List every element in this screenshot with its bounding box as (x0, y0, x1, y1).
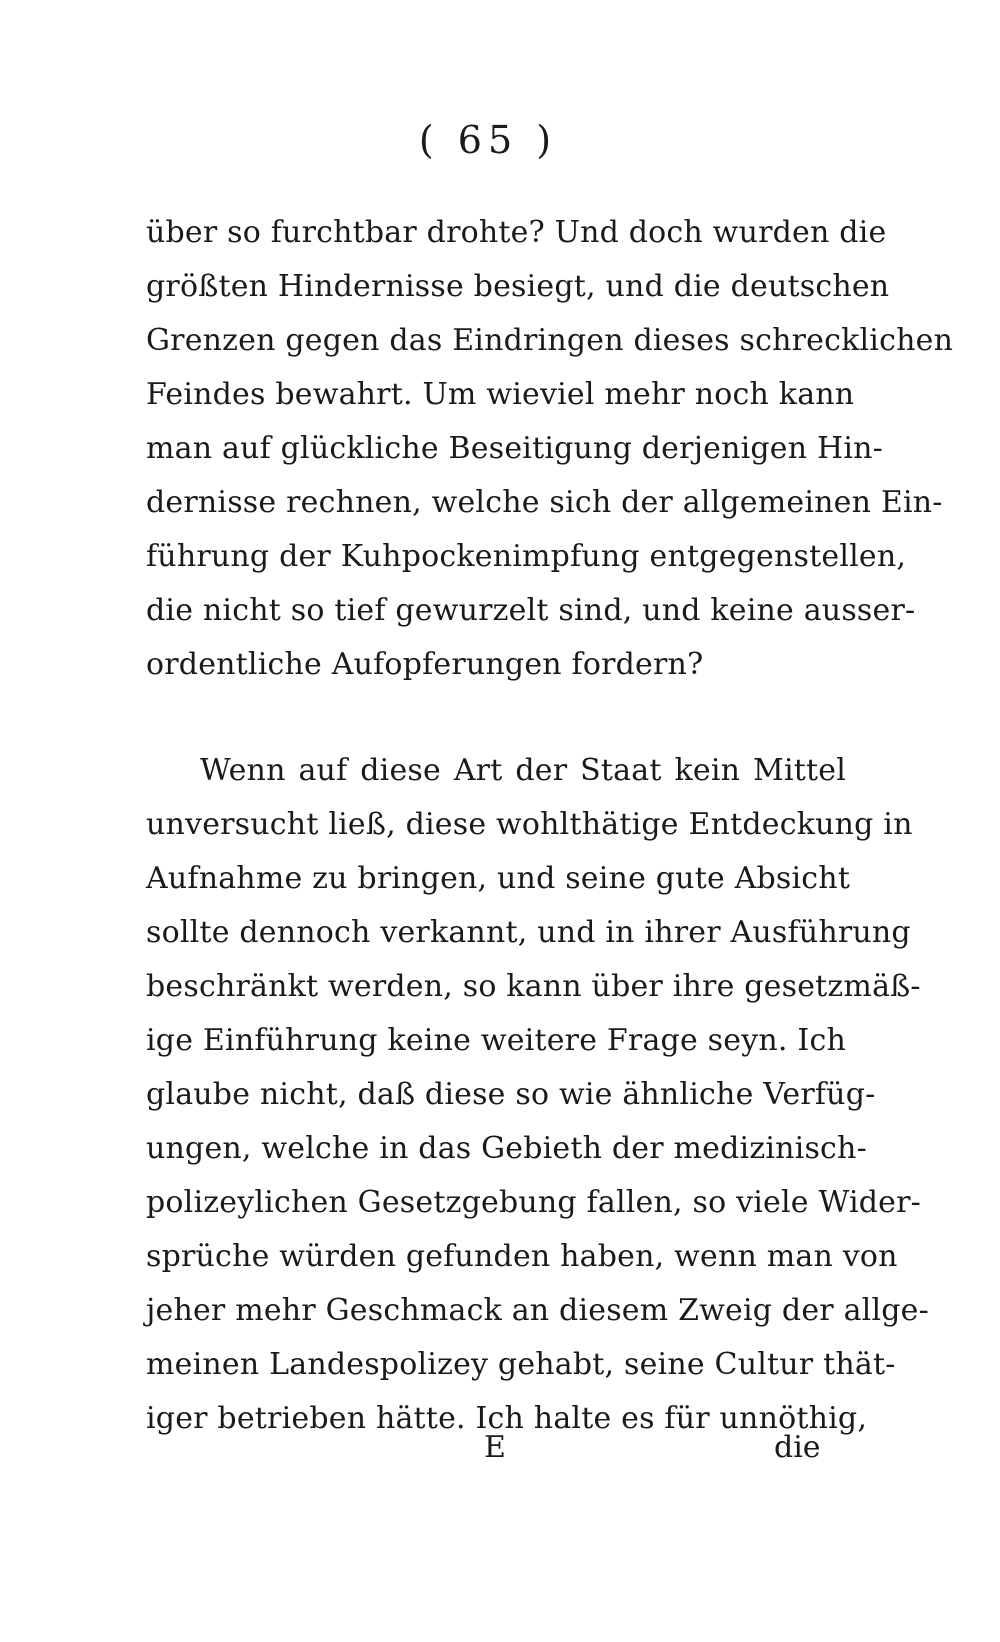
text-line: glaube nicht, daß diese so wie ähnliche Verfüg- (146, 1077, 876, 1112)
text-line: beschränkt werden, so kann über ihre gesetzmäß- (146, 969, 921, 1004)
text-line: ordentliche Aufopferungen fordern? (146, 647, 704, 682)
text-line: sollte dennoch verkannt, und in ihrer Ausführung (146, 915, 911, 950)
text-line: Feindes bewahrt. Um wieviel mehr noch kann (146, 377, 855, 412)
text-line: iger betrieben hätte. Ich halte es für unnöthig, (146, 1401, 868, 1436)
text-line: die nicht so tief gewurzelt sind, und keine ausser- (146, 593, 916, 628)
page-footer (0, 1430, 1000, 1480)
text-line: ungen, welche in das Gebieth der medizinisch- (146, 1131, 867, 1166)
page-number: ( 65 ) (418, 118, 558, 162)
paragraph-2 (146, 744, 929, 1446)
text-line: führung der Kuhpockenimpfung entgegenstellen, (146, 539, 907, 574)
text-line: meinen Landespolizey gehabt, seine Cultur thät- (146, 1347, 896, 1382)
text-line: polizeylichen Gesetzgebung fallen, so viele Wider- (146, 1185, 921, 1220)
text-line: Wenn auf diese Art der Staat kein Mittel (200, 753, 846, 788)
text-line: jeher mehr Geschmack an diesem Zweig der allge- (146, 1293, 929, 1328)
text-line: sprüche würden gefunden haben, wenn man von (146, 1239, 898, 1274)
text-line: man auf glückliche Beseitigung derjenigen Hin- (146, 431, 884, 466)
text-line: Grenzen gegen das Eindringen dieses schrecklichen (146, 323, 954, 358)
text-line: größten Hindernisse besiegt, und die deutschen (146, 269, 890, 304)
text-line: dernisse rechnen, welche sich der allgemeinen Ein- (146, 485, 943, 520)
catchword: die (774, 1430, 821, 1465)
text-line: unversucht ließ, diese wohlthätige Entdeckung in (146, 807, 913, 842)
paragraph-1 (146, 206, 954, 692)
text-line: ige Einführung keine weitere Frage seyn. Ich (146, 1023, 846, 1058)
text-line: Aufnahme zu bringen, und seine gute Absicht (146, 861, 851, 896)
text-line: über so furchtbar drohte? Und doch wurden die (146, 215, 887, 250)
signature-mark: E (484, 1430, 506, 1465)
